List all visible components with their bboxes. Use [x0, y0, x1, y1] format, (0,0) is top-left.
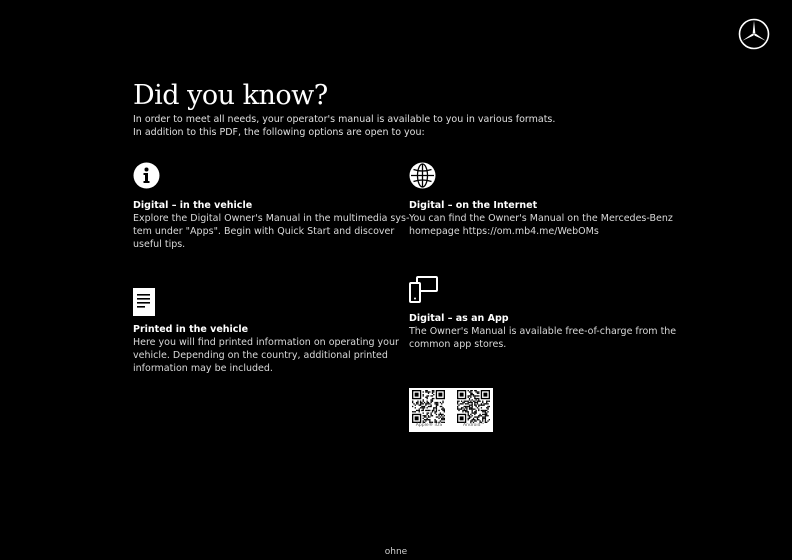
description-line: Explore the Digital Owner's Manual in the multimedia sys-	[133, 213, 410, 224]
option-digital-app	[409, 275, 677, 351]
qr-label-android: Android™	[463, 423, 485, 428]
document-icon	[133, 288, 155, 316]
intro-line: In order to meet all needs, your operator's manual is available to you in various formats.	[133, 114, 556, 125]
option-heading: Digital – in the vehicle	[133, 200, 253, 211]
option-description	[133, 212, 410, 251]
description-line: You can find the Owner's Manual on the Mercedes-Benz	[409, 213, 673, 224]
description-line: common app stores.	[409, 339, 507, 350]
option-description	[133, 336, 399, 375]
description-line: vehicle. Depending on the country, additional printed	[133, 350, 388, 361]
info-icon	[133, 162, 160, 189]
description-line[interactable]: homepage https://om.mb4.me/WebOMs	[409, 226, 599, 237]
option-heading: Digital – as an App	[409, 313, 509, 324]
intro-line: In addition to this PDF, the following options are open to you:	[133, 127, 425, 138]
option-digital-vehicle	[133, 162, 410, 251]
devices-icon	[409, 275, 438, 304]
page-title: Did you know?	[133, 80, 328, 111]
qr-code-android[interactable]	[457, 390, 490, 423]
page-footer: ohne	[384, 547, 408, 557]
three-pointed-star-icon	[738, 18, 770, 50]
option-heading: Digital – on the Internet	[409, 200, 538, 211]
description-line: tem under "Apps". Begin with Quick Start and discover	[133, 226, 395, 237]
intro-text	[133, 113, 556, 139]
option-printed-vehicle	[133, 288, 399, 375]
option-heading: Printed in the vehicle	[133, 324, 249, 335]
qr-code-ios[interactable]	[412, 390, 445, 423]
description-line: useful tips.	[133, 239, 186, 250]
qr-label-ios: Apple® iOS	[415, 423, 443, 428]
description-line: The Owner's Manual is available free-of-charge from the	[409, 326, 677, 337]
globe-icon	[409, 162, 436, 189]
qr-codes-panel	[409, 388, 493, 432]
option-digital-internet	[409, 162, 673, 238]
description-line: information may be included.	[133, 363, 273, 374]
option-description	[409, 212, 673, 238]
description-line: Here you will find printed information on operating your	[133, 337, 399, 348]
option-description	[409, 325, 677, 351]
